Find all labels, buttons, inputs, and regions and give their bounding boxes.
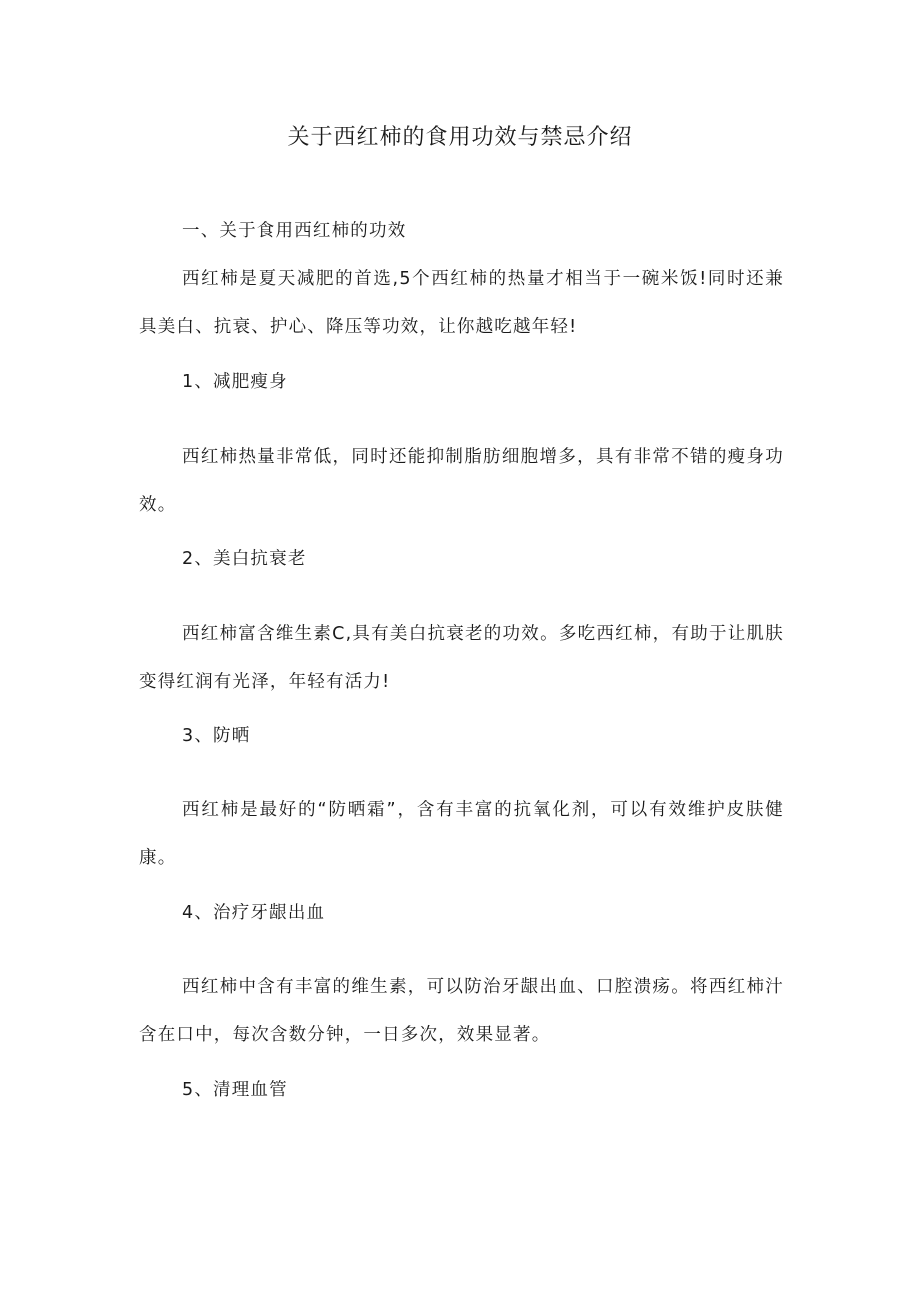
- item-heading-sun-protection: 3、防晒: [182, 726, 251, 746]
- section-heading: 一、关于食用西红柿的功效: [182, 221, 407, 241]
- intro-paragraph: 西红柿是夏天减肥的首选,5个西红柿的热量才相当于一碗米饭!同时还兼具美白、抗衰、护心、降压等功效，让你越吃越年轻!: [139, 269, 784, 337]
- item-text-whitening: 西红柿富含维生素C,具有美白抗衰老的功效。多吃西红柿，有助于让肌肤变得红润有光泽，年轻有活力!: [139, 624, 784, 692]
- document-title: 关于西红柿的食用功效与禁忌介绍: [287, 125, 633, 150]
- item-text-gum-bleeding: 西红柿中含有丰富的维生素，可以防治牙龈出血、口腔溃疡。将西红柿汁含在口中，每次含数分钟，一日多次，效果显著。: [139, 977, 784, 1045]
- item-text-weight-loss: 西红柿热量非常低，同时还能抑制脂肪细胞增多，具有非常不错的瘦身功效。: [139, 447, 784, 515]
- item-heading-gum-bleeding: 4、治疗牙龈出血: [182, 903, 326, 923]
- item-heading-whitening: 2、美白抗衰老: [182, 549, 307, 569]
- item-heading-blood-vessels: 5、清理血管: [182, 1080, 288, 1100]
- item-text-sun-protection: 西红柿是最好的“防晒霜”，含有丰富的抗氧化剂，可以有效维护皮肤健康。: [139, 800, 784, 868]
- item-heading-weight-loss: 1、减肥瘦身: [182, 372, 288, 392]
